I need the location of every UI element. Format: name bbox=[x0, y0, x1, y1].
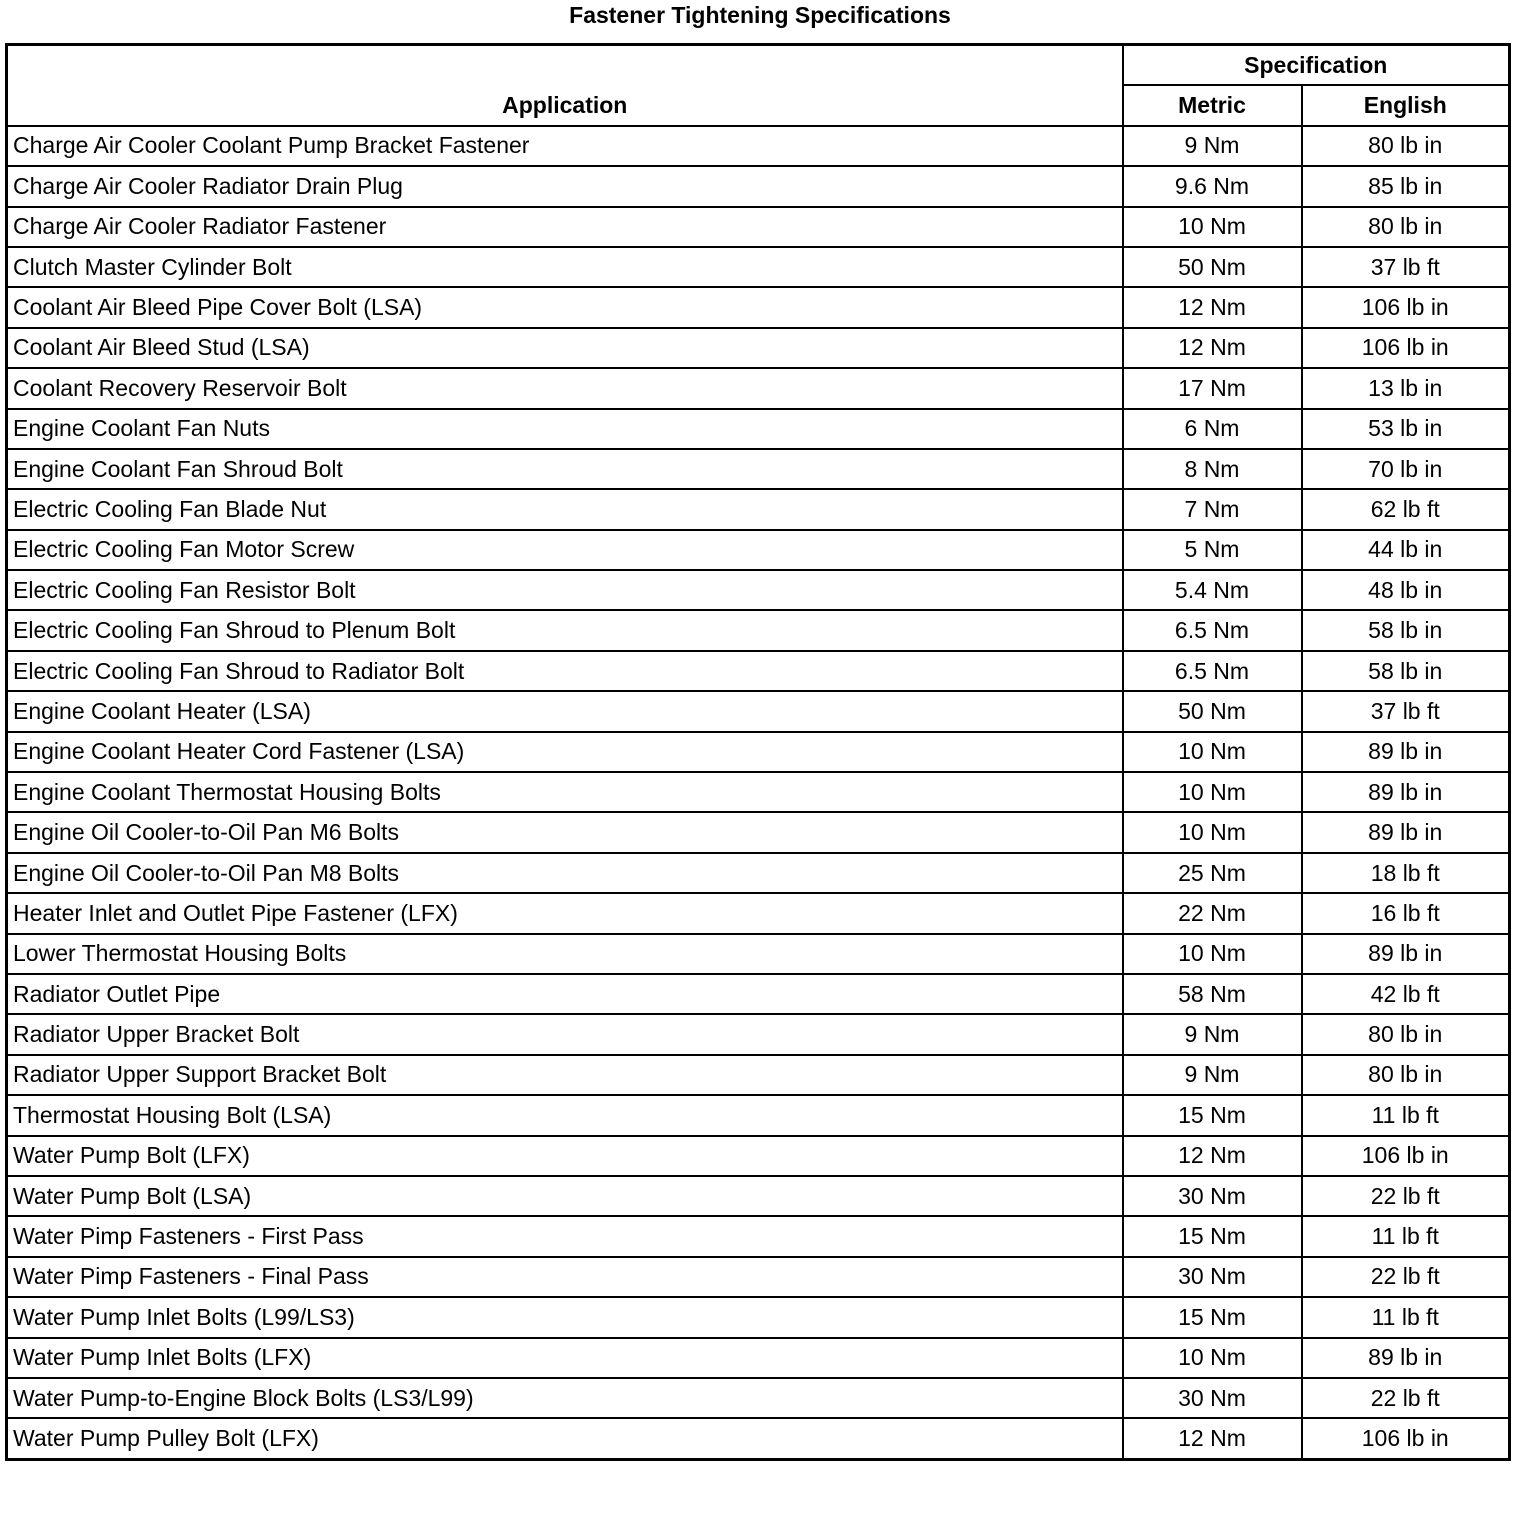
table-row bbox=[7, 1216, 1510, 1256]
table-row bbox=[7, 530, 1510, 570]
table-row bbox=[7, 1297, 1510, 1337]
application-cell: Water Pump Pulley Bolt (LFX) bbox=[7, 1418, 1123, 1459]
english-cell: 42 lb ft bbox=[1302, 974, 1510, 1014]
metric-cell: 12 Nm bbox=[1123, 1136, 1302, 1176]
table-row bbox=[7, 1136, 1510, 1176]
application-cell: Engine Coolant Fan Shroud Bolt bbox=[7, 449, 1123, 489]
english-cell: 16 lb ft bbox=[1302, 893, 1510, 933]
english-cell: 89 lb in bbox=[1302, 1338, 1510, 1378]
metric-cell: 30 Nm bbox=[1123, 1378, 1302, 1418]
table-row bbox=[7, 732, 1510, 772]
english-cell: 37 lb ft bbox=[1302, 691, 1510, 731]
table-body bbox=[7, 126, 1510, 1459]
metric-cell: 10 Nm bbox=[1123, 772, 1302, 812]
metric-cell: 12 Nm bbox=[1123, 1418, 1302, 1459]
english-column-header: English bbox=[1302, 85, 1510, 125]
application-cell: Water Pump-to-Engine Block Bolts (LS3/L99) bbox=[7, 1378, 1123, 1418]
english-cell: 106 lb in bbox=[1302, 1418, 1510, 1459]
english-cell: 44 lb in bbox=[1302, 530, 1510, 570]
application-cell: Water Pimp Fasteners - Final Pass bbox=[7, 1257, 1123, 1297]
english-cell: 106 lb in bbox=[1302, 287, 1510, 327]
specification-column-header: Specification bbox=[1123, 45, 1510, 86]
metric-cell: 6.5 Nm bbox=[1123, 610, 1302, 650]
application-cell: Engine Oil Cooler-to-Oil Pan M6 Bolts bbox=[7, 812, 1123, 852]
application-cell: Charge Air Cooler Radiator Fastener bbox=[7, 207, 1123, 247]
metric-cell: 9 Nm bbox=[1123, 126, 1302, 166]
application-column-header: Application bbox=[7, 45, 1123, 126]
english-cell: 22 lb ft bbox=[1302, 1257, 1510, 1297]
english-cell: 89 lb in bbox=[1302, 812, 1510, 852]
metric-cell: 10 Nm bbox=[1123, 207, 1302, 247]
metric-cell: 8 Nm bbox=[1123, 449, 1302, 489]
metric-cell: 9 Nm bbox=[1123, 1055, 1302, 1095]
english-cell: 80 lb in bbox=[1302, 1014, 1510, 1054]
metric-column-header: Metric bbox=[1123, 85, 1302, 125]
english-cell: 58 lb in bbox=[1302, 651, 1510, 691]
english-cell: 22 lb ft bbox=[1302, 1378, 1510, 1418]
table-row bbox=[7, 1176, 1510, 1216]
application-cell: Lower Thermostat Housing Bolts bbox=[7, 934, 1123, 974]
metric-cell: 5.4 Nm bbox=[1123, 570, 1302, 610]
application-cell: Water Pimp Fasteners - First Pass bbox=[7, 1216, 1123, 1256]
metric-cell: 15 Nm bbox=[1123, 1216, 1302, 1256]
english-cell: 48 lb in bbox=[1302, 570, 1510, 610]
application-cell: Electric Cooling Fan Shroud to Plenum Bolt bbox=[7, 610, 1123, 650]
english-cell: 89 lb in bbox=[1302, 934, 1510, 974]
application-cell: Water Pump Bolt (LSA) bbox=[7, 1176, 1123, 1216]
application-cell: Engine Coolant Heater Cord Fastener (LSA) bbox=[7, 732, 1123, 772]
table-row bbox=[7, 328, 1510, 368]
metric-cell: 7 Nm bbox=[1123, 489, 1302, 529]
fastener-spec-table bbox=[5, 43, 1511, 1461]
table-row bbox=[7, 247, 1510, 287]
english-cell: 85 lb in bbox=[1302, 166, 1510, 206]
english-cell: 11 lb ft bbox=[1302, 1297, 1510, 1337]
application-cell: Coolant Recovery Reservoir Bolt bbox=[7, 368, 1123, 408]
metric-cell: 15 Nm bbox=[1123, 1297, 1302, 1337]
table-row bbox=[7, 1095, 1510, 1135]
table-row bbox=[7, 893, 1510, 933]
table-row bbox=[7, 1014, 1510, 1054]
table-row bbox=[7, 974, 1510, 1014]
table-row bbox=[7, 126, 1510, 166]
table-row bbox=[7, 207, 1510, 247]
english-cell: 22 lb ft bbox=[1302, 1176, 1510, 1216]
application-cell: Radiator Upper Support Bracket Bolt bbox=[7, 1055, 1123, 1095]
table-row bbox=[7, 772, 1510, 812]
metric-cell: 6.5 Nm bbox=[1123, 651, 1302, 691]
application-cell: Water Pump Inlet Bolts (LFX) bbox=[7, 1338, 1123, 1378]
metric-cell: 50 Nm bbox=[1123, 247, 1302, 287]
application-cell: Electric Cooling Fan Resistor Bolt bbox=[7, 570, 1123, 610]
english-cell: 62 lb ft bbox=[1302, 489, 1510, 529]
table-row bbox=[7, 368, 1510, 408]
english-cell: 70 lb in bbox=[1302, 449, 1510, 489]
english-cell: 37 lb ft bbox=[1302, 247, 1510, 287]
table-row bbox=[7, 691, 1510, 731]
application-cell: Radiator Upper Bracket Bolt bbox=[7, 1014, 1123, 1054]
table-row bbox=[7, 1257, 1510, 1297]
application-cell: Charge Air Cooler Radiator Drain Plug bbox=[7, 166, 1123, 206]
table-row bbox=[7, 287, 1510, 327]
table-row bbox=[7, 409, 1510, 449]
application-cell: Charge Air Cooler Coolant Pump Bracket Fastener bbox=[7, 126, 1123, 166]
application-cell: Electric Cooling Fan Motor Screw bbox=[7, 530, 1123, 570]
table-row bbox=[7, 1338, 1510, 1378]
table-row bbox=[7, 651, 1510, 691]
table-row bbox=[7, 1378, 1510, 1418]
table-row bbox=[7, 1418, 1510, 1459]
application-cell: Clutch Master Cylinder Bolt bbox=[7, 247, 1123, 287]
metric-cell: 9 Nm bbox=[1123, 1014, 1302, 1054]
metric-cell: 10 Nm bbox=[1123, 1338, 1302, 1378]
table-row bbox=[7, 853, 1510, 893]
application-cell: Water Pump Bolt (LFX) bbox=[7, 1136, 1123, 1176]
metric-cell: 30 Nm bbox=[1123, 1176, 1302, 1216]
metric-cell: 10 Nm bbox=[1123, 812, 1302, 852]
metric-cell: 25 Nm bbox=[1123, 853, 1302, 893]
metric-cell: 17 Nm bbox=[1123, 368, 1302, 408]
header-row-top bbox=[7, 45, 1510, 86]
table-row bbox=[7, 570, 1510, 610]
application-cell: Heater Inlet and Outlet Pipe Fastener (LFX) bbox=[7, 893, 1123, 933]
english-cell: 80 lb in bbox=[1302, 126, 1510, 166]
table-row bbox=[7, 166, 1510, 206]
application-cell: Water Pump Inlet Bolts (L99/LS3) bbox=[7, 1297, 1123, 1337]
table-row bbox=[7, 934, 1510, 974]
english-cell: 106 lb in bbox=[1302, 328, 1510, 368]
metric-cell: 6 Nm bbox=[1123, 409, 1302, 449]
application-cell: Electric Cooling Fan Shroud to Radiator Bolt bbox=[7, 651, 1123, 691]
application-cell: Electric Cooling Fan Blade Nut bbox=[7, 489, 1123, 529]
english-cell: 80 lb in bbox=[1302, 1055, 1510, 1095]
english-cell: 80 lb in bbox=[1302, 207, 1510, 247]
page-title: Fastener Tightening Specifications bbox=[569, 2, 951, 28]
metric-cell: 30 Nm bbox=[1123, 1257, 1302, 1297]
application-cell: Engine Coolant Thermostat Housing Bolts bbox=[7, 772, 1123, 812]
application-cell: Radiator Outlet Pipe bbox=[7, 974, 1123, 1014]
english-cell: 11 lb ft bbox=[1302, 1095, 1510, 1135]
application-cell: Coolant Air Bleed Pipe Cover Bolt (LSA) bbox=[7, 287, 1123, 327]
metric-cell: 10 Nm bbox=[1123, 732, 1302, 772]
english-cell: 53 lb in bbox=[1302, 409, 1510, 449]
table-row bbox=[7, 610, 1510, 650]
english-cell: 18 lb ft bbox=[1302, 853, 1510, 893]
metric-cell: 58 Nm bbox=[1123, 974, 1302, 1014]
metric-cell: 5 Nm bbox=[1123, 530, 1302, 570]
table-row bbox=[7, 812, 1510, 852]
application-cell: Thermostat Housing Bolt (LSA) bbox=[7, 1095, 1123, 1135]
english-cell: 13 lb in bbox=[1302, 368, 1510, 408]
english-cell: 11 lb ft bbox=[1302, 1216, 1510, 1256]
table-header bbox=[7, 45, 1510, 126]
english-cell: 58 lb in bbox=[1302, 610, 1510, 650]
english-cell: 89 lb in bbox=[1302, 732, 1510, 772]
table-row bbox=[7, 449, 1510, 489]
english-cell: 89 lb in bbox=[1302, 772, 1510, 812]
table-row bbox=[7, 1055, 1510, 1095]
application-cell: Engine Coolant Fan Nuts bbox=[7, 409, 1123, 449]
metric-cell: 10 Nm bbox=[1123, 934, 1302, 974]
metric-cell: 12 Nm bbox=[1123, 328, 1302, 368]
metric-cell: 50 Nm bbox=[1123, 691, 1302, 731]
metric-cell: 9.6 Nm bbox=[1123, 166, 1302, 206]
application-cell: Engine Oil Cooler-to-Oil Pan M8 Bolts bbox=[7, 853, 1123, 893]
metric-cell: 22 Nm bbox=[1123, 893, 1302, 933]
application-cell: Coolant Air Bleed Stud (LSA) bbox=[7, 328, 1123, 368]
english-cell: 106 lb in bbox=[1302, 1136, 1510, 1176]
metric-cell: 12 Nm bbox=[1123, 287, 1302, 327]
table-row bbox=[7, 489, 1510, 529]
metric-cell: 15 Nm bbox=[1123, 1095, 1302, 1135]
application-cell: Engine Coolant Heater (LSA) bbox=[7, 691, 1123, 731]
